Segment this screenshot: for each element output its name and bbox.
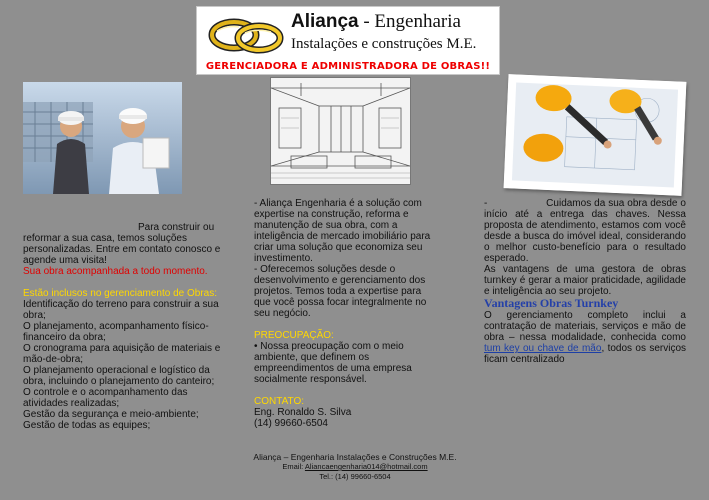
service-item: Identificação do terreno para construir a sua obra;	[23, 299, 219, 321]
engineers-photo	[23, 82, 182, 194]
turnkey-text-end: , todos os serviços ficam centralizado	[484, 343, 687, 365]
header-banner: GERENCIADORA E ADMINISTRADORA DE OBRAS!!	[205, 61, 491, 72]
concern-text: • Nossa preocupação com o meio ambiente, que definem os empreendimentos de uma empresa socialmente responsável.	[254, 341, 412, 385]
intro-paragraph: reformar a sua casa, temos soluções personalizadas. Entre em contato conosco e agende uma visita!	[23, 233, 221, 266]
brand-subtitle: Instalações e construções M.E.	[291, 36, 477, 52]
about-paragraph-1: - Aliança Engenharia é a solução com expertise na construção, reforma e manutenção de sua obra, com a inteligência de mercado imobiliário para criar uma solução que economiza seu investimento.	[254, 198, 431, 264]
column-intro	[23, 222, 228, 431]
turnkey-text-start: O gerenciamento completo inclui a contratação de materiais, serviços e mão de obra – nessa modalidade, conhecida como	[484, 310, 686, 343]
column-about	[254, 198, 436, 429]
about-paragraph-2: - Oferecemos soluções desde o desenvolvimento e gerenciamento dos projetos. Temos toda a expertise para que você possa focar integralmente no seu negócio.	[254, 264, 427, 319]
services-title: Estão inclusos no gerenciamento de Obras:	[23, 288, 217, 299]
service-item: O planejamento operacional e logístico da obra, incluindo o planejamento do canteiro;	[23, 365, 215, 387]
company-logo	[196, 6, 500, 75]
brand-suffix: - Engenharia	[358, 11, 461, 32]
footer-email-label: Email:	[282, 462, 305, 471]
footer	[200, 452, 510, 482]
brand-title	[291, 11, 461, 33]
contact-title: CONTATO:	[254, 396, 304, 407]
interior-sketch-image	[270, 77, 411, 185]
footer-email-line	[200, 462, 510, 472]
turnkey-title: Vantagens Obras Turnkey	[484, 296, 619, 310]
footer-company: Aliança – Engenharia Instalações e Construções M.E.	[253, 452, 457, 462]
contact-name: Eng. Ronaldo S. Silva	[254, 407, 352, 418]
service-item: O cronograma para aquisição de materiais e mão-de-obra;	[23, 343, 221, 365]
turnkey-paragraph-3	[484, 310, 686, 365]
wedding-rings-icon	[207, 13, 285, 57]
service-item: O planejamento, acompanhamento físico-financeiro da obra;	[23, 321, 209, 343]
brand-name: Aliança	[291, 11, 359, 32]
contact-phone: (14) 99660-6504	[254, 418, 328, 429]
turnkey-link[interactable]: tum key ou chave de mão	[484, 343, 602, 354]
service-item: Gestão de todas as equipes;	[23, 420, 151, 431]
footer-phone: Tel.: (14) 99660-6504	[319, 472, 391, 481]
footer-email-link[interactable]: Aliancaengenharia014@hotmail.com	[304, 462, 428, 471]
turnkey-paragraph-2: As vantagens de uma gestora de obras turnkey é gerar a maior praticidade, agilidade e inteligência ao seu projeto.	[484, 264, 686, 297]
intro-line-1: Para construir ou	[138, 222, 215, 233]
turnkey-paragraph-1: - Cuidamos da sua obra desde o início até a entrega das chaves. Nessa proposta de atendimento, estamos com você desde a busca do imóvel ideal, considerando o melhor custo-benefício para o resultado esperado.	[484, 198, 689, 264]
service-item: Gestão da segurança e meio-ambiente;	[23, 409, 199, 420]
blueprint-photo	[504, 74, 687, 196]
intro-text	[23, 222, 228, 233]
highlight-text: Sua obra acompanhada a todo momento.	[23, 266, 208, 277]
column-turnkey	[484, 198, 689, 365]
service-item: O controle e o acompanhamento das atividades realizadas;	[23, 387, 188, 409]
concern-title: PREOCUPAÇÃO:	[254, 330, 334, 341]
